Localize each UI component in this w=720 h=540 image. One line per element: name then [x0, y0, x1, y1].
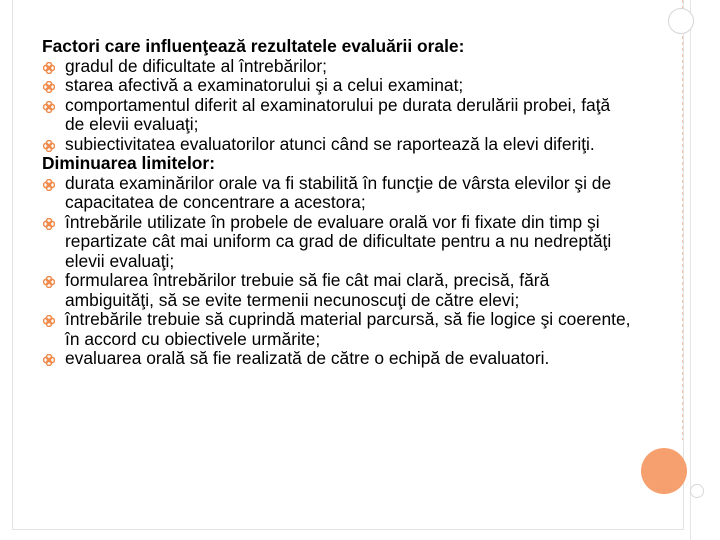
clover-bullet-icon	[43, 62, 55, 74]
list-item-text: întrebările utilizate în probele de evaluare orală vor fi fixate din timp şi repartizate cât mai uniform ca grad de dificultate pentru a nu nedreptăţi elevii evaluaţi;	[65, 211, 612, 271]
list-item	[42, 174, 632, 213]
decorative-orange-circle	[641, 448, 687, 494]
decorative-line	[690, 0, 691, 540]
list-item	[42, 57, 632, 77]
decorative-small-circle	[690, 484, 704, 498]
section-factors	[42, 37, 632, 154]
list-item	[42, 213, 632, 272]
list-item-text: formularea întrebărilor trebuie să fie cât mai clară, precisă, fără ambiguităţi, să se evite termenii necunoscuţi de către elevi;	[65, 270, 550, 310]
section-heading: Diminuarea limitelor:	[42, 153, 215, 173]
decorative-circle-top	[668, 8, 694, 34]
section-heading: Factori care influenţează rezultatele evaluării orale:	[42, 36, 465, 56]
list-item-text: subiectivitatea evaluatorilor atunci când se raportează la elevi diferiţi.	[65, 133, 595, 154]
section-limits	[42, 154, 632, 369]
clover-bullet-icon	[43, 218, 55, 230]
clover-bullet-icon	[43, 101, 55, 113]
bullet-list	[42, 57, 632, 155]
slide-content	[42, 37, 632, 369]
clover-bullet-icon	[43, 276, 55, 288]
list-item-text: comportamentul diferit al examinatorului pe durata derulării probei, faţă de elevii evaluaţi;	[65, 94, 611, 134]
clover-bullet-icon	[43, 140, 55, 152]
clover-bullet-icon	[43, 354, 55, 366]
list-item	[42, 271, 632, 310]
list-item	[42, 96, 632, 135]
list-item-text: durata examinărilor orale va fi stabilită în funcţie de vârsta elevilor şi de capacitatea de concentrare a acestora;	[65, 172, 612, 212]
clover-bullet-icon	[43, 179, 55, 191]
clover-bullet-icon	[43, 315, 55, 327]
list-item	[42, 310, 632, 349]
decorative-stitch	[682, 0, 683, 440]
list-item	[42, 76, 632, 96]
clover-bullet-icon	[43, 81, 55, 93]
list-item-text: starea afectivă a examinatorului şi a celui examinat;	[65, 75, 464, 95]
bullet-list	[42, 174, 632, 369]
list-item-text: gradul de dificultate al întrebărilor;	[65, 55, 327, 76]
list-item-text: întrebările trebuie să cuprindă material parcursă, să fie logice şi coerente, în accord cu obiectivele urmărite;	[65, 309, 631, 349]
list-item-text: evaluarea orală să fie realizată de către o echipă de evaluatori.	[65, 348, 550, 368]
list-item	[42, 349, 632, 369]
list-item	[42, 135, 632, 155]
